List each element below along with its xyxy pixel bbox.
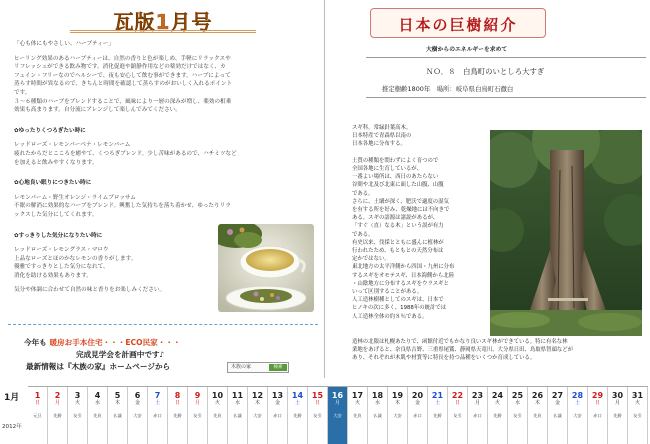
- calendar-day-number: 16: [331, 391, 344, 400]
- calendar-day-number: 27: [551, 391, 564, 400]
- calendar-day-number: 23: [471, 391, 484, 400]
- intro-line: フェイン・フリーなのでヘルシーで、夜も安心して飲む事ができます。ハーブによって: [14, 72, 231, 79]
- calendar-day-note: 先勝: [613, 413, 622, 418]
- calendar-day-number: 13: [271, 391, 284, 400]
- calendar-day-weekday: 水: [234, 400, 240, 406]
- article-line: である。: [352, 231, 374, 238]
- article-line: 人工造林全体の約８％である。: [352, 313, 428, 320]
- calendar-day: [368, 387, 388, 444]
- search-box-graphic: [227, 362, 289, 373]
- article-line: 谷間や北及び北東に面した山腹、山腹: [352, 182, 444, 189]
- section-herbs: レッドローズ・レモンバーベナ・レモンバーム: [14, 142, 131, 149]
- calendar-day-weekday: 火: [494, 400, 500, 406]
- article-line: 土質の種類を問わずによく育つので: [352, 157, 439, 164]
- article-line: 日本特産で青森県以南の: [352, 133, 412, 140]
- calendar-day: [548, 387, 568, 444]
- calendar-day-note: 大安: [333, 413, 342, 418]
- section-text: 上品なローズとほのかなレモンの香りがします。: [14, 255, 137, 262]
- calendar-day-number: 8: [174, 391, 181, 400]
- page-divider: [324, 0, 325, 378]
- calendar-day: [68, 387, 88, 444]
- article-line: 造林の北限は札幌あたりで、函館付近でもかなり良いスギ林ができている。特に有名な林: [352, 339, 568, 345]
- calendar-day-number: 19: [391, 391, 404, 400]
- article-line: ヒノキの次に多く、1988年の統計では: [352, 305, 447, 312]
- header-rule: [366, 97, 646, 98]
- section-heading: ✿心地良い眠りにつきたい時に: [14, 180, 92, 187]
- calendar-day-number: 2: [54, 391, 61, 400]
- calendar-day-number: 4: [94, 391, 101, 400]
- calendar-day: [288, 387, 308, 444]
- calendar-year: 2012年: [2, 424, 22, 430]
- intro-line: ３～６種類のハーブをブレンドすることで、風味により一層の深みが増し、薬効の相乗: [14, 98, 232, 105]
- giant-tree-title-box: [370, 8, 546, 38]
- herb-tea-photo: [218, 224, 314, 312]
- section-text: を加えると飲みやすくなります。: [14, 159, 98, 166]
- intro-line: リフレッシュができる飲み物です。消化促進や鎮静作用などの薬効だけではなく、カ: [14, 64, 226, 71]
- calendar-day: [228, 387, 248, 444]
- calendar-day-number: 28: [571, 391, 584, 400]
- calendar-day: [168, 387, 188, 444]
- calendar-day-number: 30: [611, 391, 624, 400]
- calendar-day-weekday: 土: [574, 400, 580, 406]
- calendar-day-note: 仏滅: [373, 413, 382, 418]
- calendar-day-number: 3: [74, 391, 81, 400]
- article-line: 人工造林樹種としてのスギは、日本で: [352, 297, 444, 304]
- article-line: 一番よい場所は、西日のあたらない: [352, 174, 439, 181]
- calendar-day: [588, 387, 608, 444]
- calendar-day-weekday: 木: [394, 400, 400, 406]
- left-page: [0, 0, 324, 378]
- article-line: 業地をあげると、奈良県吉野、三重県尾鷲、静岡県天竜川、大分県日田、鳥取県智頭などが: [352, 347, 574, 354]
- calendar-grid: [28, 386, 648, 444]
- calendar-day: [248, 387, 268, 444]
- calendar-day: [608, 387, 628, 444]
- calendar-day-note: 友引: [453, 413, 462, 418]
- calendar-day: [268, 387, 288, 444]
- calendar-day-number: 12: [251, 391, 264, 400]
- cedar-article-continued: [352, 338, 646, 363]
- calendar-day: [148, 387, 168, 444]
- calendar-day-number: 21: [431, 391, 444, 400]
- right-page: [326, 0, 650, 378]
- calendar-day-number: 26: [531, 391, 544, 400]
- cedar-tree-photo: [490, 130, 642, 336]
- calendar-day-number: 24: [491, 391, 504, 400]
- calendar-day-weekday: 水: [374, 400, 380, 406]
- calendar-day-note: 仏滅: [553, 413, 562, 418]
- calendar-day: [628, 387, 648, 444]
- calendar-day-note: 先勝: [173, 413, 182, 418]
- calendar-day: [48, 387, 68, 444]
- calendar-day: [448, 387, 468, 444]
- calendar-day-weekday: 月: [614, 400, 620, 406]
- calendar-day-weekday: 日: [454, 400, 460, 406]
- article-line: さらに、土壌が深く、肥沃で適度の湿気: [352, 198, 449, 205]
- article-line: 東北地方の太平洋側から四国・九州に分布: [352, 264, 455, 271]
- monthly-calendar: [0, 386, 650, 444]
- promo-prefix: 今年も: [24, 338, 47, 347]
- calendar-day-weekday: 水: [514, 400, 520, 406]
- calendar-day-number: 10: [211, 391, 224, 400]
- article-intro-title: 「心も体にもやさしい、ハーブティー」: [14, 41, 114, 47]
- calendar-day-note: 友引: [513, 413, 522, 418]
- intro-line: 効果も高まります。自分流にアレンジして楽しんでみてください。: [14, 107, 181, 114]
- calendar-day-number: 11: [231, 391, 244, 400]
- calendar-day-note: 仏滅: [113, 413, 122, 418]
- calendar-day: [188, 387, 208, 444]
- calendar-day-weekday: 土: [294, 400, 300, 406]
- calendar-day-note: 大安: [573, 413, 582, 418]
- article-line: 全国各地に生育しているが、: [352, 166, 423, 173]
- promo-divider: [8, 324, 318, 325]
- calendar-day-number: 22: [451, 391, 464, 400]
- section-text: ックスした気分にしてくれます。: [14, 211, 98, 218]
- section-text: 優雅ですっきりとした気分になれて、: [14, 264, 109, 271]
- calendar-day: [468, 387, 488, 444]
- calendar-day-weekday: 日: [174, 400, 180, 406]
- calendar-day-number: 17: [351, 391, 364, 400]
- calendar-day-note: 元旦: [33, 413, 42, 418]
- calendar-day-weekday: 月: [334, 400, 340, 406]
- calendar-day-number: 18: [371, 391, 384, 400]
- section-heading: ✿ゆったりくつろぎたい時に: [14, 127, 86, 134]
- cedar-article: [352, 124, 512, 321]
- calendar-day-number: 20: [411, 391, 424, 400]
- calendar-day-note: 先勝: [493, 413, 502, 418]
- giant-tree-title: 日本の巨樹紹介: [398, 16, 518, 34]
- calendar-day-note: 友引: [633, 413, 642, 418]
- calendar-day-note: 大安: [393, 413, 402, 418]
- calendar-day-weekday: 火: [214, 400, 220, 406]
- calendar-day-note: 大安: [133, 413, 142, 418]
- calendar-day: [388, 387, 408, 444]
- calendar-day: [428, 387, 448, 444]
- calendar-day-weekday: 日: [314, 400, 320, 406]
- calendar-day-weekday: 土: [434, 400, 440, 406]
- article-line: するスギをオモテスギ、日本海側から北陸: [352, 272, 454, 279]
- calendar-day-weekday: 金: [554, 400, 560, 406]
- calendar-day-number: 9: [194, 391, 201, 400]
- promo-line: 完成見学会を計画中です♪: [76, 350, 165, 359]
- calendar-day-weekday: 木: [534, 400, 540, 406]
- calendar-day-note: 友引: [73, 413, 82, 418]
- section-herbs: レッドローズ・レモングラス・マロウ: [14, 247, 109, 254]
- calendar-day-note: 仏滅: [233, 413, 242, 418]
- calendar-day: [108, 387, 128, 444]
- calendar-day-weekday: 木: [114, 400, 120, 406]
- calendar-day-weekday: 月: [194, 400, 200, 406]
- article-line: 有史以来、伐採とともに盛んに植林が: [352, 239, 444, 246]
- intro-line: ヒーリング効果のあるハーブティーは、自然の香りと色が楽しめ、手軽にリラックスや: [14, 55, 231, 62]
- calendar-day: [568, 387, 588, 444]
- article-line: である。: [352, 190, 374, 197]
- calendar-day: [208, 387, 228, 444]
- calendar-day: [408, 387, 428, 444]
- article-line: ・山陰地方に分布するスギをウラスギと: [352, 280, 449, 287]
- article-line: スギ科。常緑針葉高木。: [352, 125, 412, 131]
- calendar-day-note: 先勝: [293, 413, 302, 418]
- calendar-day-note: 先負: [533, 413, 542, 418]
- calendar-day-note: 先勝: [433, 413, 442, 418]
- calendar-day: [348, 387, 368, 444]
- calendar-day-number: 25: [511, 391, 524, 400]
- calendar-day-number: 5: [114, 391, 121, 400]
- calendar-day-number: 1: [34, 391, 41, 400]
- calendar-day-note: 赤口: [273, 413, 282, 418]
- calendar-day-note: 赤口: [413, 413, 422, 418]
- article-line: 日本各地に分布する。: [352, 141, 406, 148]
- calendar-day-note: 友引: [313, 413, 322, 418]
- header-rule: [366, 57, 646, 58]
- newsletter-title: 瓦版1月号: [113, 10, 213, 34]
- calendar-day-note: 先負: [213, 413, 222, 418]
- promo-highlight: 暖房お手本住宅・・・ECO民家・・・: [49, 338, 181, 347]
- giant-tree-subtitle: 大樹からのエネルギーを求めて: [426, 47, 508, 53]
- calendar-day: [308, 387, 328, 444]
- section-herbs: レモンバーム・野生オレンジ・ライムブロッサム: [14, 194, 136, 201]
- section-text: 疲れたからだとこころを癒やて、くつろぎブレンド。少し苦味があるので、ハチミツなど: [14, 150, 237, 157]
- calendar-day-number: 15: [311, 391, 324, 400]
- calendar-day-note: 大安: [253, 413, 262, 418]
- calendar-day: [508, 387, 528, 444]
- calendar-day-number: 29: [591, 391, 604, 400]
- calendar-day-weekday: 火: [634, 400, 640, 406]
- calendar-day-weekday: 火: [354, 400, 360, 406]
- article-line: を有する所を好み、乾燥地には不向きで: [352, 207, 450, 214]
- tree-age-location: 推定樹齢1800年 場所：岐阜県白鳥町石徹白: [382, 85, 514, 93]
- calendar-day-number: 31: [631, 391, 644, 400]
- title-underline: [70, 30, 256, 33]
- article-line: いって区別することがある。: [352, 289, 423, 296]
- search-box-label: 木族の家: [231, 364, 252, 370]
- calendar-day-weekday: 日: [594, 400, 600, 406]
- calendar-day-weekday: 金: [134, 400, 140, 406]
- calendar-day-weekday: 土: [154, 400, 160, 406]
- calendar-day-note: 赤口: [473, 413, 482, 418]
- calendar-day: [88, 387, 108, 444]
- promo-line: 最新情報は『木族の家』ホームページから: [26, 362, 171, 371]
- calendar-day-note: 先負: [353, 413, 362, 418]
- calendar-day-weekday: 火: [74, 400, 80, 406]
- calendar-day: [328, 387, 348, 444]
- calendar-day: [128, 387, 148, 444]
- calendar-month: 1月: [4, 393, 20, 403]
- article-line: 「すぐ（直）なる木」という説が有力: [352, 223, 444, 230]
- tree-number-name: ＮＯ．８ 白鳥町のいとしろ大すぎ: [426, 67, 545, 76]
- intro-line: です。: [14, 89, 31, 96]
- article-line: 行われたため、もともとの天然分布は: [352, 248, 444, 255]
- calendar-day-weekday: 月: [54, 400, 60, 406]
- calendar-day: [528, 387, 548, 444]
- calendar-day-note: 先勝: [53, 413, 62, 418]
- calendar-day-note: 先負: [93, 413, 102, 418]
- section-text: 消化を助ける効果もあります。: [14, 272, 92, 279]
- calendar-day-weekday: 月: [474, 400, 480, 406]
- article-closing: 気分や体調に合わせて自然の味と香りをお楽しみください。: [14, 287, 166, 294]
- section-text: 不眠の解消に効果的なハーブをブレンド。興奮した気持ちを落ち着かせ、ゆったりリラ: [14, 203, 231, 210]
- calendar-day-weekday: 日: [34, 400, 40, 406]
- article-line: ある。スギの語源は諸説があるが、: [352, 215, 439, 222]
- intro-line: 蒸らす時間が異なるので、きちんと時間を確認して蒸らすのがおいしく入れるポイント: [14, 81, 233, 88]
- calendar-day-number: 6: [134, 391, 141, 400]
- calendar-day-number: 7: [154, 391, 161, 400]
- section-heading: ✿すっきりした気分になりたい時に: [14, 232, 103, 239]
- calendar-day-note: 赤口: [593, 413, 602, 418]
- calendar-day-weekday: 金: [414, 400, 420, 406]
- calendar-day-weekday: 木: [254, 400, 260, 406]
- article-line: あり、それぞれが木肌や材質等に特長を持つ品種をいくつか育成している。: [352, 355, 536, 362]
- search-button-graphic: 検索: [269, 364, 287, 371]
- calendar-day-note: 友引: [193, 413, 202, 418]
- article-line: [352, 149, 512, 157]
- calendar-day: [28, 387, 48, 444]
- calendar-day-weekday: 水: [94, 400, 100, 406]
- calendar-day-note: 赤口: [153, 413, 162, 418]
- calendar-day-number: 14: [291, 391, 304, 400]
- calendar-day: [488, 387, 508, 444]
- article-line: 定かではない。: [352, 256, 390, 263]
- calendar-day-weekday: 金: [274, 400, 280, 406]
